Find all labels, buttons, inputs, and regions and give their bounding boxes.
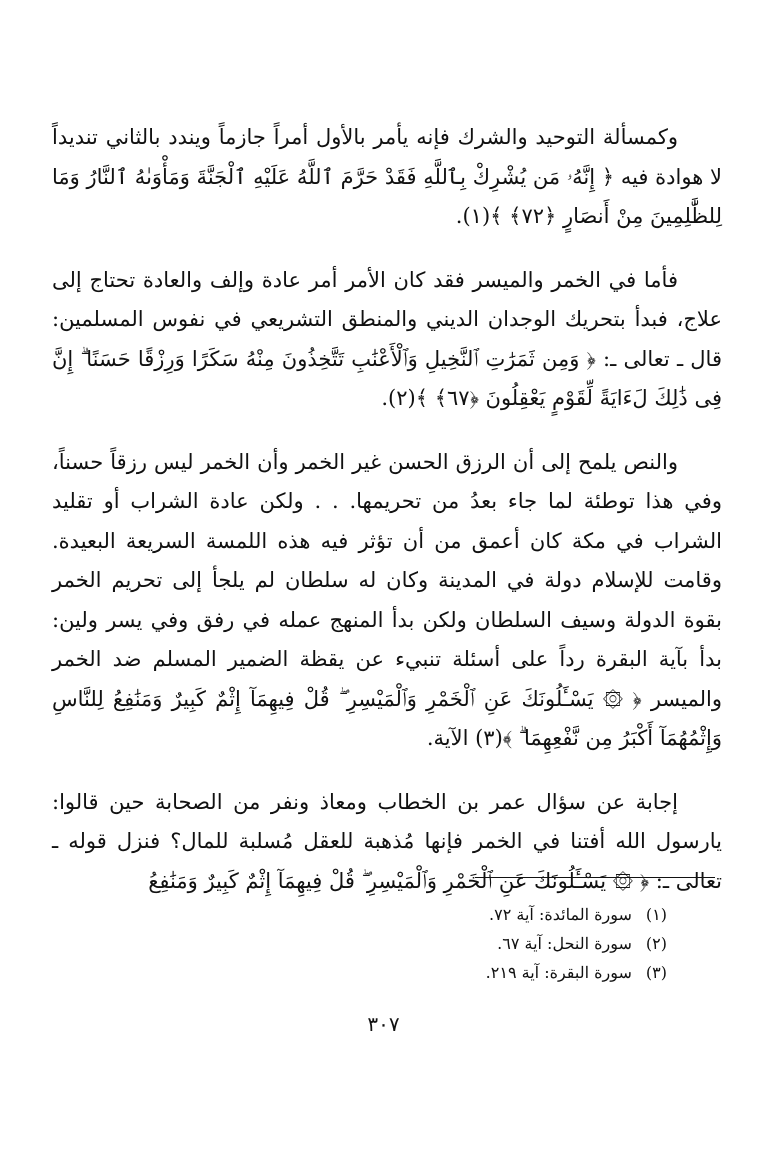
footnote-1 <box>267 900 667 929</box>
footnotes <box>267 900 667 987</box>
footnote-separator <box>475 877 715 878</box>
paragraph-4: إجابة عن سؤال عمر بن الخطاب ومعاذ ونفر من الصحابة حين قالوا: يارسول الله أفتنا في الخمر فإنها مُذهبة للعقل مُسلبة للمال؟ فنزل قوله ـ تعالى ـ: ﴿ ۞ يَسْـَٔلُونَكَ عَنِ ٱلْخَمْرِ وَٱلْمَيْسِرِ ۖ قُلْ فِيهِمَآ إِثْمٌ كَبِيرٌ وَمَنَٰفِعُ <box>52 789 722 893</box>
paragraph-3: والنص يلمح إلى أن الرزق الحسن غير الخمر وأن الخمر ليس رزقاً حسناً، وفي هذا توطئة لما جاء بعدُ من تحريمها. . . ولكن عادة الشراب أو تقليد الشراب في مكة كان أعمق من أن تؤثر فيه هذه اللمسة السريعة البعيدة. وقامت للإسلام دولة في المدينة وكان له سلطان لم يلجأ إلى تحريم الخمر بقوة الدولة وسيف السلطان ولكن بدأ المنهج عمله في رفق وفي يسر ولين: بدأ بآية البقرة رداً على أسئلة تنبيء عن يقظة الضمير المسلم ضد الخمر والميسر ﴿ ۞ يَسْـَٔلُونَكَ عَنِ ٱلْخَمْرِ وَٱلْمَيْسِرِ ۖ قُلْ فِيهِمَآ إِثْمٌ كَبِيرٌ وَمَنَٰفِعُ لِلنَّاسِ وَإِثْمُهُمَآ أَكْبَرُ مِن نَّفْعِهِمَا ۗ ﴾(٣) الآية. <box>52 449 722 750</box>
footnote-2 <box>267 929 667 958</box>
footnote-text: سورة البقرة: آية ٢١٩. <box>485 963 632 982</box>
footnote-text: سورة المائدة: آية ٧٢. <box>489 905 632 924</box>
paragraph-2: فأما في الخمر والميسر فقد كان الأمر أمر عادة وإلف والعادة تحتاج إلى علاج، فبدأ بتحريك الوجدان الديني والمنطق التشريعي في نفوس المسلمين: قال ـ تعالى ـ: ﴿ وَمِن ثَمَرَٰتِ ٱلنَّخِيلِ وَٱلْأَعْنَٰبِ تَتَّخِذُونَ مِنْهُ سَكَرًا وَرِزْقًا حَسَنًا ۗ إِنَّ فِى ذَٰلِكَ لَءَايَةً لِّقَوْمٍ يَعْقِلُونَ ﴿٦٧﴾ ﴾(٢). <box>52 267 722 410</box>
footnote-3 <box>267 958 667 987</box>
main-text <box>52 118 722 925</box>
footnote-text: سورة النحل: آية ٦٧. <box>497 934 632 953</box>
footnote-number: (٢) <box>645 934 667 953</box>
paragraph-1: وكمسألة التوحيد والشرك فإنه يأمر بالأول أمراً جازماً ويندد بالثاني تنديداً لا هوادة فيه ﴿ إِنَّهُۥ مَن يُشْرِكْ بِٱللَّهِ فَقَدْ حَرَّمَ ٱللَّهُ عَلَيْهِ ٱلْجَنَّةَ وَمَأْوَىٰهُ ٱلنَّارُ وَمَا لِلظَّٰلِمِينَ مِنْ أَنصَارٍ ﴿٧٢﴾ ﴾(١). <box>52 125 722 228</box>
footnote-number: (٣) <box>645 963 667 982</box>
footnote-number: (١) <box>645 905 667 924</box>
page-number: ٣٠٧ <box>367 1012 400 1036</box>
